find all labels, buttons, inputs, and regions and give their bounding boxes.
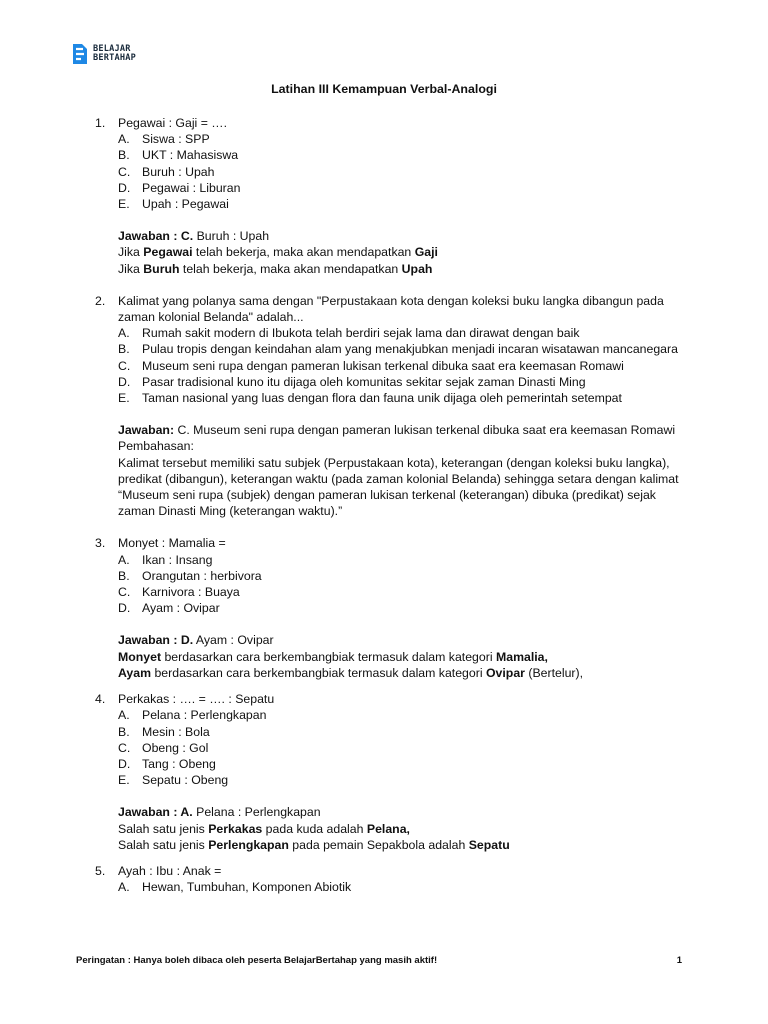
option-text: Ayam : Ovipar <box>142 601 220 616</box>
option <box>118 341 695 357</box>
option-text: Sepatu : Obeng <box>142 773 229 788</box>
option-text: Museum seni rupa dengan pameran lukisan terkenal dibuka saat era keemasan Romawi <box>142 358 624 373</box>
answer-line <box>118 632 695 648</box>
text: telah bekerja, maka akan mendapatkan <box>192 245 415 260</box>
option-letter: A. <box>118 708 130 723</box>
option <box>118 196 695 212</box>
option <box>118 568 695 584</box>
option-text: Siswa : SPP <box>142 132 210 147</box>
bold-text: Perkakas <box>208 821 263 836</box>
text: pada kuda adalah <box>262 821 367 836</box>
option <box>118 756 695 772</box>
question-number: 3. <box>95 536 106 551</box>
option-letter: D. <box>118 180 131 195</box>
option-text: Obeng : Gol <box>142 740 209 755</box>
logo-icon <box>72 43 89 65</box>
bold-text: Pegawai <box>143 245 193 260</box>
question-2 <box>95 293 695 325</box>
bold-text: Buruh <box>143 261 180 276</box>
option-letter: D. <box>118 756 131 771</box>
logo-text <box>93 45 136 63</box>
question-text: Kalimat yang polanya sama dengan "Perpustakaan kota dengan koleksi buku langka dibangun pada zaman kolonial Belanda" adalah... <box>118 293 664 325</box>
page-footer <box>76 955 682 966</box>
bold-text: Perlengkapan <box>208 837 289 852</box>
question-number: 1. <box>95 116 106 130</box>
answer-text: Ayam : Ovipar <box>193 633 274 648</box>
option <box>118 390 695 406</box>
answer-line <box>118 422 695 438</box>
question-text: Ayah : Ibu : Anak = <box>118 863 222 878</box>
document-body <box>95 115 695 895</box>
option <box>118 740 695 756</box>
option-text: Upah : Pegawai <box>142 197 229 212</box>
option <box>118 879 695 895</box>
option-text: Pulau tropis dengan keindahan alam yang menakjubkan menjadi incaran wisatawan mancanegara <box>142 342 678 357</box>
explanation-line <box>118 821 695 837</box>
text: pada pemain Sepakbola adalah <box>288 837 469 852</box>
answer-label: Jawaban: <box>118 423 175 438</box>
bold-text: Pelana, <box>366 821 410 836</box>
question-number: 2. <box>95 293 106 308</box>
option-text: Orangutan : herbivora <box>142 568 262 583</box>
question-number: 4. <box>95 692 106 707</box>
option <box>118 374 695 390</box>
text: Salah satu jenis <box>118 821 209 836</box>
option <box>118 772 695 788</box>
option-letter: C. <box>118 585 131 600</box>
question-4 <box>95 691 695 707</box>
option <box>118 325 695 341</box>
option-letter: E. <box>118 773 130 788</box>
option <box>118 131 695 147</box>
text: Jika <box>118 261 144 276</box>
option-text: Pegawai : Liburan <box>142 180 241 195</box>
answer-label: Jawaban : C. <box>118 229 194 244</box>
logo-line-1: BELAJAR <box>93 44 131 54</box>
bold-text: Monyet <box>118 649 162 664</box>
page-title: Latihan III Kemampuan Verbal-Analogi <box>271 82 497 96</box>
option <box>118 707 695 723</box>
question-text: Perkakas : …. = …. : Sepatu <box>118 692 275 707</box>
option <box>118 180 695 196</box>
option-letter: D. <box>118 374 131 389</box>
bold-text: Ayam <box>118 665 152 680</box>
option-letter: A. <box>118 552 130 567</box>
explanation-line <box>118 837 695 853</box>
option <box>118 584 695 600</box>
option-letter: B. <box>118 148 130 163</box>
option-text: Buruh : Upah <box>142 164 215 179</box>
answer-line <box>118 228 695 244</box>
bold-text: Mamalia, <box>495 649 548 664</box>
question-5 <box>95 863 695 879</box>
option-text: Tang : Obeng <box>142 756 216 771</box>
question-1 <box>95 115 695 131</box>
answer-text: C. Museum seni rupa dengan pameran lukisan terkenal dibuka saat era keemasan Romawi <box>174 423 676 438</box>
logo-line-2: BERTAHAP <box>93 53 136 63</box>
option-letter: E. <box>118 197 130 212</box>
question-3 <box>95 535 695 551</box>
option-text: UKT : Mahasiswa <box>142 148 239 163</box>
answer-line <box>118 804 695 820</box>
option-letter: D. <box>118 601 131 616</box>
option-text: Rumah sakit modern di Ibukota telah berdiri sejak lama dan dirawat dengan baik <box>142 326 580 341</box>
explanation-label: Pembahasan: <box>118 439 194 454</box>
option-letter: A. <box>118 880 130 895</box>
option-letter: C. <box>118 164 131 179</box>
option-text: Pelana : Perlengkapan <box>142 708 267 723</box>
option <box>118 147 695 163</box>
question-text: Pegawai : Gaji = …. <box>118 116 228 130</box>
page-number: 1 <box>676 955 682 966</box>
option-letter: A. <box>118 326 130 341</box>
option-letter: B. <box>118 724 130 739</box>
answer-label: Jawaban : A. <box>118 805 193 820</box>
option-letter: B. <box>118 342 130 357</box>
explanation-line <box>118 649 695 665</box>
option-text: Taman nasional yang luas dengan flora dan fauna unik dijaga oleh pemerintah setempat <box>142 391 622 406</box>
option <box>118 724 695 740</box>
text: (Bertelur), <box>524 665 584 680</box>
text: telah bekerja, maka akan mendapatkan <box>179 261 402 276</box>
option-text: Hewan, Tumbuhan, Komponen Abiotik <box>142 880 352 895</box>
option-letter: B. <box>118 568 130 583</box>
text: berdasarkan cara berkembangbiak termasuk dalam kategori <box>161 649 496 664</box>
option <box>118 552 695 568</box>
bold-text: Upah <box>401 261 433 276</box>
text: berdasarkan cara berkembangbiak termasuk dalam kategori <box>151 665 486 680</box>
option-text: Mesin : Bola <box>142 724 210 739</box>
bold-text: Gaji <box>414 245 438 260</box>
answer-label: Jawaban : D. <box>118 633 194 648</box>
answer-text: Pelana : Perlengkapan <box>192 805 321 820</box>
option-letter: A. <box>118 132 130 147</box>
option-text: Ikan : Insang <box>142 552 213 567</box>
option <box>118 164 695 180</box>
option <box>118 358 695 374</box>
explanation-text: Kalimat tersebut memiliki satu subjek (Perpustakaan kota), keterangan (dengan koleksi buku langka), predikat (dibangun), keterangan waktu (pada zaman kolonial Belanda) sehingga setara dengan kalimat “Museum seni rupa (subjek) dengan pameran lukisan terkenal (keterangan) dibuka (predikat) sejak zaman Dinasti Ming (keterangan waktu).” <box>118 455 679 519</box>
option-letter: E. <box>118 391 130 406</box>
question-number: 5. <box>95 863 106 878</box>
explanation-line <box>118 665 695 681</box>
question-text: Monyet : Mamalia = <box>118 536 226 551</box>
brand-logo <box>72 43 136 65</box>
option-text: Pasar tradisional kuno itu dijaga oleh komunitas sekitar sejak zaman Dinasti Ming <box>142 374 586 389</box>
option-letter: C. <box>118 740 131 755</box>
option-text: Karnivora : Buaya <box>142 585 240 600</box>
bold-text: Ovipar <box>485 665 525 680</box>
explanation-line <box>118 244 695 260</box>
text: Jika <box>118 245 144 260</box>
answer-text: Buruh : Upah <box>193 229 270 244</box>
text: Salah satu jenis <box>118 837 209 852</box>
footer-warning: Peringatan : Hanya boleh dibaca oleh peserta BelajarBertahap yang masih aktif! <box>76 955 438 966</box>
option <box>118 600 695 616</box>
explanation-line <box>118 261 695 277</box>
bold-text: Sepatu <box>468 837 510 852</box>
option-letter: C. <box>118 358 131 373</box>
